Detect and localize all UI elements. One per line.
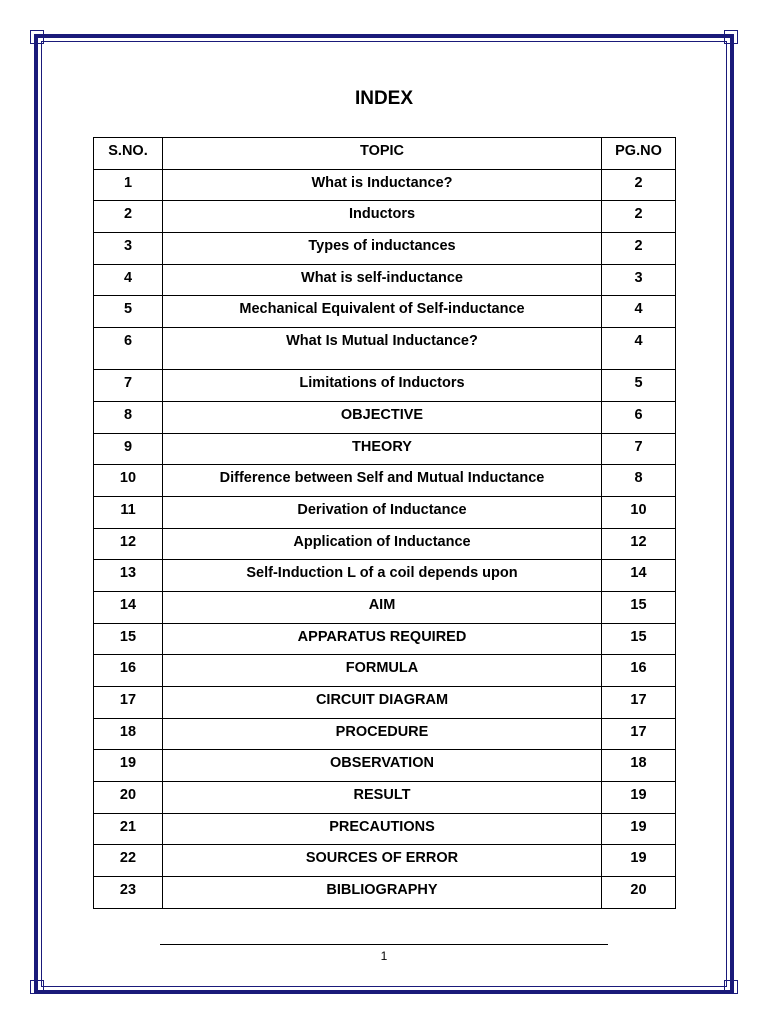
footer-rule [160,944,608,945]
row-sno: 15 [94,623,163,655]
row-sno: 9 [94,433,163,465]
table-row [94,328,676,370]
table-row [94,401,676,433]
row-page: 2 [602,169,676,201]
row-topic: Limitations of Inductors [163,370,602,402]
row-sno: 12 [94,528,163,560]
row-page: 10 [602,496,676,528]
row-sno: 16 [94,655,163,687]
row-topic: Mechanical Equivalent of Self-inductance [163,296,602,328]
row-topic: THEORY [163,433,602,465]
row-topic: Application of Inductance [163,528,602,560]
page-number: 1 [380,949,388,963]
table-row [94,718,676,750]
index-table [93,137,676,909]
row-topic: BIBLIOGRAPHY [163,877,602,909]
row-sno: 3 [94,233,163,265]
table-row [94,877,676,909]
row-page: 17 [602,718,676,750]
column-header-sno: S.NO. [94,138,163,170]
table-row [94,264,676,296]
table-row [94,296,676,328]
row-topic: APPARATUS REQUIRED [163,623,602,655]
border-corner-ornament [30,980,44,994]
table-row [94,591,676,623]
row-sno: 21 [94,813,163,845]
border-corner-ornament [724,30,738,44]
row-topic: Inductors [163,201,602,233]
table-row [94,433,676,465]
row-page: 8 [602,465,676,497]
table-row [94,370,676,402]
table-row [94,623,676,655]
row-page: 18 [602,750,676,782]
row-page: 17 [602,687,676,719]
table-row [94,560,676,592]
border-corner-ornament [724,980,738,994]
row-sno: 18 [94,718,163,750]
row-page: 3 [602,264,676,296]
table-row [94,201,676,233]
row-sno: 20 [94,782,163,814]
row-sno: 5 [94,296,163,328]
page-title: INDEX [354,88,414,109]
table-row [94,496,676,528]
row-topic: CIRCUIT DIAGRAM [163,687,602,719]
row-page: 14 [602,560,676,592]
table-row [94,750,676,782]
row-sno: 6 [94,328,163,370]
row-page: 15 [602,591,676,623]
table-row [94,655,676,687]
row-topic: What is Inductance? [163,169,602,201]
table-row [94,782,676,814]
row-sno: 1 [94,169,163,201]
border-corner-ornament [30,30,44,44]
row-topic: Types of inductances [163,233,602,265]
row-sno: 4 [94,264,163,296]
table-row [94,813,676,845]
row-sno: 11 [94,496,163,528]
row-page: 2 [602,233,676,265]
row-page: 2 [602,201,676,233]
row-sno: 10 [94,465,163,497]
row-page: 19 [602,845,676,877]
row-sno: 7 [94,370,163,402]
row-page: 4 [602,296,676,328]
row-topic: OBSERVATION [163,750,602,782]
row-topic: FORMULA [163,655,602,687]
row-topic: PROCEDURE [163,718,602,750]
row-page: 20 [602,877,676,909]
row-sno: 14 [94,591,163,623]
row-sno: 17 [94,687,163,719]
row-topic: PRECAUTIONS [163,813,602,845]
row-sno: 13 [94,560,163,592]
row-topic: RESULT [163,782,602,814]
row-page: 4 [602,328,676,370]
table-row [94,528,676,560]
row-topic: Self-Induction L of a coil depends upon [163,560,602,592]
row-page: 5 [602,370,676,402]
row-topic: What is self-inductance [163,264,602,296]
row-sno: 19 [94,750,163,782]
column-header-page: PG.NO [602,138,676,170]
row-topic: What Is Mutual Inductance? [163,328,602,370]
column-header-topic: TOPIC [163,138,602,170]
row-topic: OBJECTIVE [163,401,602,433]
row-page: 19 [602,813,676,845]
row-topic: Derivation of Inductance [163,496,602,528]
row-page: 6 [602,401,676,433]
row-sno: 22 [94,845,163,877]
index-table-body [94,169,676,908]
table-header-row [94,138,676,170]
row-sno: 8 [94,401,163,433]
table-row [94,169,676,201]
table-row [94,845,676,877]
row-topic: SOURCES OF ERROR [163,845,602,877]
row-sno: 23 [94,877,163,909]
row-topic: AIM [163,591,602,623]
row-sno: 2 [94,201,163,233]
row-topic: Difference between Self and Mutual Inductance [163,465,602,497]
row-page: 19 [602,782,676,814]
row-page: 16 [602,655,676,687]
row-page: 15 [602,623,676,655]
table-row [94,465,676,497]
table-row [94,687,676,719]
table-row [94,233,676,265]
row-page: 12 [602,528,676,560]
row-page: 7 [602,433,676,465]
